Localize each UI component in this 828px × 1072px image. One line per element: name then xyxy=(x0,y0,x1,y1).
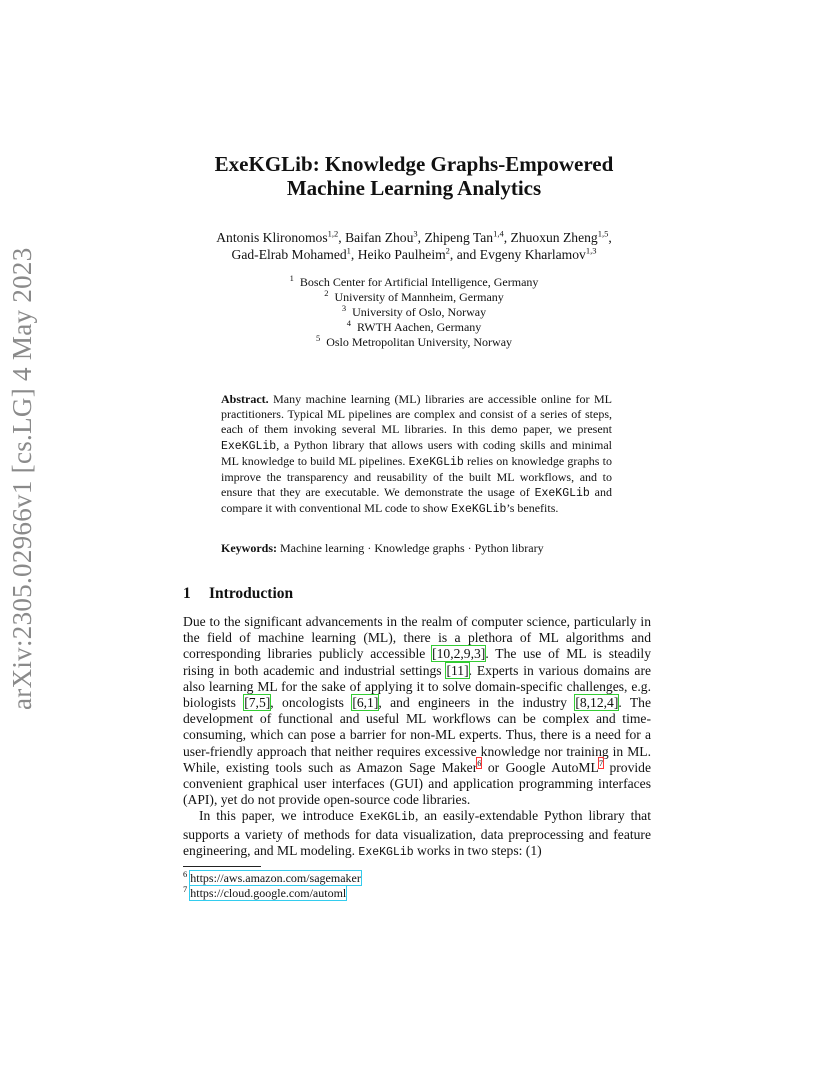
citation-link[interactable]: [8,12,4] xyxy=(575,695,619,711)
citation-link[interactable]: [10,2,9,3] xyxy=(432,646,486,662)
citation-link[interactable]: [11] xyxy=(446,662,469,678)
affiliation xyxy=(140,290,688,305)
paper-title xyxy=(140,152,688,200)
title-line-2: Machine Learning Analytics xyxy=(286,176,542,200)
abstract-text: and compare it with conventional ML code to show xyxy=(221,485,612,516)
text-run: provide convenient graphical user interfaces (GUI) and application programming interfaces (API), yet do not provide open-source code libraries. xyxy=(183,759,651,808)
author-name: Heiko Paulheim xyxy=(357,247,446,262)
author-name: Baifan Zhou xyxy=(345,230,414,245)
footnote-divider xyxy=(183,866,261,867)
affiliation-mark: 2 xyxy=(324,288,329,298)
author-name: Antonis Klironomos xyxy=(216,230,328,245)
keywords xyxy=(221,541,612,556)
author-affiliation-mark: 1,3 xyxy=(585,245,597,256)
arxiv-identifier-stamp: arXiv:2305.02966v1 [cs.LG] 4 May 2023 xyxy=(7,247,37,710)
text-run: or Google AutoML xyxy=(481,759,599,775)
paragraph xyxy=(183,614,651,808)
author-name: Evgeny Kharlamov xyxy=(479,247,586,262)
footnote-number: 7 xyxy=(183,884,188,894)
footnote xyxy=(183,886,361,901)
footnote-link[interactable]: 7 xyxy=(598,758,604,769)
footnote-url-link[interactable]: https://aws.amazon.com/sagemaker xyxy=(190,871,361,885)
abstract-text: Many machine learning (ML) libraries are accessible online for ML practitioners. Typical ML pipelines are complex and consist of a series of steps, each of them invoking several ML libraries. In this demo paper, we present xyxy=(221,392,612,437)
keyword: Python library xyxy=(474,541,544,555)
library-name-code: ExeKGLib xyxy=(359,811,415,825)
abstract-text: , a Python library that allows users with coding skills and minimal ML knowledge to build ML pipelines. xyxy=(221,437,612,468)
affiliation-list xyxy=(140,275,688,350)
library-name-code: ExeKGLib xyxy=(358,845,414,859)
text-run: , oncologists xyxy=(270,695,353,711)
affiliation-text: University of Oslo, Norway xyxy=(352,305,487,319)
author-list: Antonis Klironomos$^{1,2}$, Baifan Zhou$^3$, Zhipeng Tan$^{1,4}$, Zhuoxun Zheng$^{1,5}$, Gad-Elrab Mohamed$^1$, Heiko Paulheim$^2$, and Evgeny Kharlamov$^{1,3}$ xyxy=(216,228,612,262)
footnotes xyxy=(183,871,361,901)
paragraph xyxy=(183,808,651,861)
text-run: , an easily-extendable Python library that supports a variety of methods for data visualization, data preprocessing and feature engineering, and ML modeling. xyxy=(183,808,651,858)
body-text xyxy=(183,614,651,861)
footnote-number: 6 xyxy=(183,869,188,879)
author-affiliation-mark: 1,5 xyxy=(597,228,609,239)
affiliation-text: RWTH Aachen, Germany xyxy=(356,320,482,334)
text-run: works in two steps: (1) xyxy=(413,842,542,858)
abstract xyxy=(221,392,612,518)
abstract-text: relies on knowledge graphs to improve the transparency and reusability of the built ML workflows, and to ensure that they are executable. We demonstrate the usage of xyxy=(221,453,612,500)
abstract-text: ’s benefits. xyxy=(506,501,559,516)
affiliation xyxy=(140,335,688,350)
author-affiliation-mark: 1,2 xyxy=(327,228,339,239)
author-conjunction: and xyxy=(456,247,477,262)
citation-link[interactable]: [6,1] xyxy=(352,695,379,711)
keyword: Knowledge graphs xyxy=(374,541,465,555)
title-line-1: ExeKGLib: Knowledge Graphs-Empowered xyxy=(214,152,614,176)
section-heading xyxy=(183,585,293,603)
author-name: Gad-Elrab Mohamed xyxy=(231,247,347,262)
affiliation-mark: 5 xyxy=(315,333,321,343)
section-title: Introduction xyxy=(209,585,294,602)
citation-link[interactable]: [7,5] xyxy=(244,695,271,711)
author-affiliation-mark: 1,4 xyxy=(493,228,504,239)
author-affiliation-mark: 1 xyxy=(346,245,351,256)
footnote-url-link[interactable]: https://cloud.google.com/automl xyxy=(190,886,347,900)
affiliation-text: Bosch Center for Artificial Intelligence, Germany xyxy=(299,275,539,289)
library-name-code: ExeKGLib xyxy=(221,439,277,453)
keyword-separator: · xyxy=(464,541,475,555)
text-run: . The development of functional and useful ML workflows can be complex and time-consuming, which can pose a barrier for non-ML experts. Thus, there is a need for a user-friendly approach that neither requires excessive knowledge nor training in ML. While, existing tools such as Amazon Sage Maker xyxy=(183,695,651,775)
affiliation xyxy=(140,275,688,290)
text-run: . Experts in various domains are also learning ML for the sake of applying it to solve domain-specific challenges, e.g. biologists xyxy=(183,662,652,711)
footnote-link[interactable]: 6 xyxy=(477,758,482,769)
author-name: Zhipeng Tan xyxy=(424,230,494,245)
library-name-code: ExeKGLib xyxy=(408,455,464,469)
keyword: Machine learning xyxy=(280,541,365,555)
affiliation-mark: 4 xyxy=(346,318,351,328)
author-affiliation-mark: 3 xyxy=(413,228,418,239)
keywords-label: Keywords: xyxy=(221,541,277,555)
footnote xyxy=(183,871,361,886)
author-name: Zhuoxun Zheng xyxy=(510,230,598,245)
affiliation xyxy=(140,305,688,320)
text-run: , and engineers in the industry xyxy=(378,695,576,711)
keyword-separator: · xyxy=(364,541,375,555)
affiliation-text: University of Mannheim, Germany xyxy=(334,290,504,304)
affiliation-text: Oslo Metropolitan University, Norway xyxy=(326,335,513,349)
author-affiliation-mark: 2 xyxy=(445,245,450,256)
affiliation xyxy=(140,320,688,335)
section-number: 1 xyxy=(183,585,191,602)
text-run: . The use of ML is steadily rising in both academic and industrial settings xyxy=(183,646,651,678)
library-name-code: ExeKGLib xyxy=(534,487,590,501)
text-run: In this paper, we introduce xyxy=(199,808,360,824)
affiliation-mark: 1 xyxy=(289,273,294,283)
text-run: Due to the significant advancements in the realm of computer science, particularly in the field of machine learning (ML), there is a plethora of ML algorithms and corresponding libraries publicly accessible xyxy=(183,614,651,662)
library-name-code: ExeKGLib xyxy=(451,503,507,517)
abstract-label: Abstract. xyxy=(221,392,269,406)
affiliation-mark: 3 xyxy=(341,303,347,313)
